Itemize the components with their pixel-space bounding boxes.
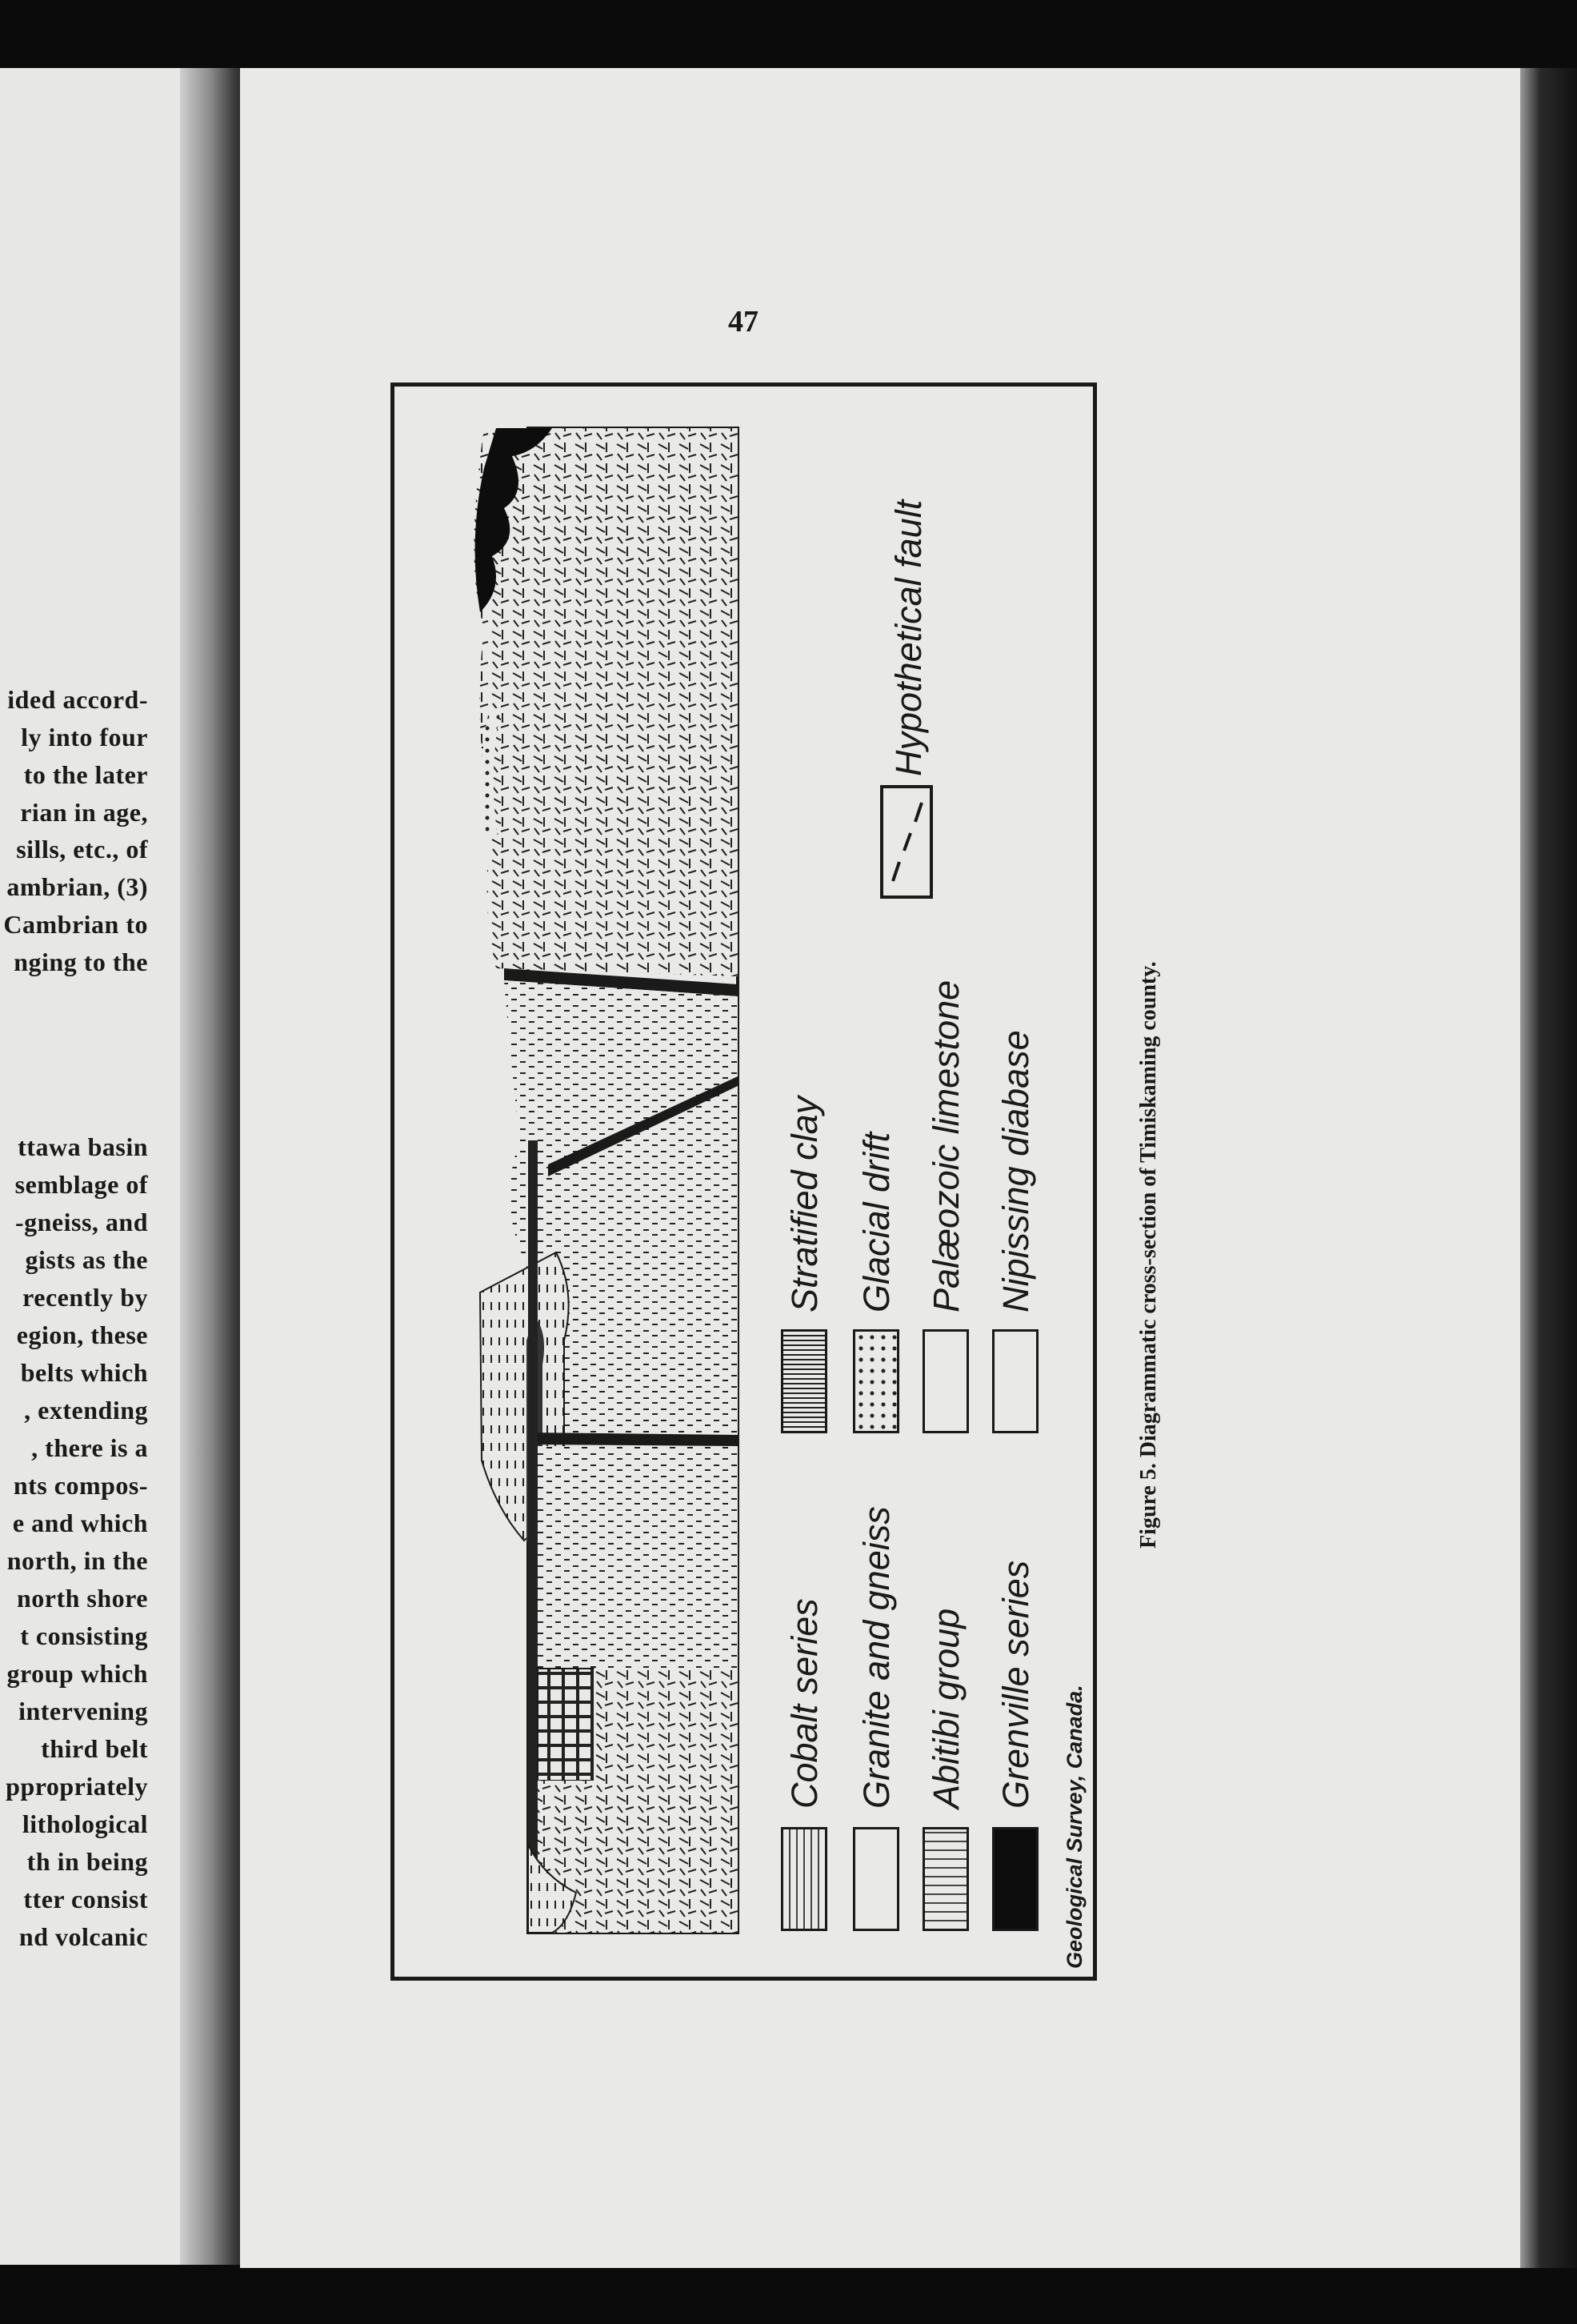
legend-swatch-grenville [992, 1827, 1039, 1931]
left-text-line: ided accord- [7, 685, 148, 714]
legend-swatch-clay [781, 1329, 827, 1433]
left-text-line: rian in age, [20, 798, 148, 827]
clay-column [528, 1140, 538, 1909]
legend-label-granite: Granite and gneiss [856, 1506, 897, 1809]
left-text-line: nging to the [14, 948, 148, 976]
cross-section-diagram [448, 420, 744, 1941]
legend-label-abitibi: Abitibi group [926, 1608, 967, 1809]
left-text-line: e and which [12, 1509, 148, 1537]
book-gutter-shadow [180, 68, 248, 2265]
left-text-line: ambrian, (3) [6, 872, 148, 901]
legend-label-drift: Glacial drift [856, 1132, 897, 1312]
legend-label-limestone: Palæozoic limestone [926, 980, 967, 1312]
legend-swatch-drift [853, 1329, 899, 1433]
left-text-line: to the later [23, 760, 148, 789]
legend-swatch-abitibi [923, 1827, 969, 1931]
left-text-line: intervening [18, 1697, 148, 1725]
left-text-line: t consisting [20, 1621, 148, 1650]
left-text-line: egion, these [16, 1320, 148, 1349]
left-text-line: , there is a [31, 1433, 148, 1462]
left-text-line: , extending [24, 1396, 148, 1424]
left-text-line: gists as the [25, 1245, 148, 1274]
diabase-band-lower [528, 1432, 738, 1446]
left-text-line: -gneiss, and [14, 1208, 148, 1236]
left-text-line: north shore [16, 1584, 148, 1613]
legend-swatch-diabase [992, 1329, 1039, 1433]
left-text-line: tter consist [23, 1885, 148, 1913]
abitibi-lower [538, 1446, 738, 1669]
limestone-block [538, 1669, 594, 1781]
left-text-line: lithological [22, 1809, 148, 1838]
left-text-line: semblage of [14, 1170, 148, 1199]
granite-zone [474, 428, 738, 976]
legend-swatch-cobalt [781, 1827, 827, 1931]
page-edge-shadow [1520, 68, 1577, 2281]
legend-label-diabase: Nipissing diabase [995, 1030, 1036, 1312]
legend-swatch-limestone [923, 1329, 969, 1433]
left-text-line: third belt [41, 1734, 148, 1763]
scan-border-top [0, 0, 1577, 76]
left-text-line: th in being [26, 1847, 148, 1876]
page-number: 47 [728, 305, 758, 339]
left-text-line: ly into four [21, 723, 148, 751]
left-text-line: north, in the [6, 1546, 148, 1575]
left-text-line: nd volcanic [18, 1922, 148, 1951]
left-text-line: ttawa basin [18, 1132, 148, 1161]
left-text-line: recently by [22, 1283, 148, 1312]
scan-border-bottom [0, 2268, 1577, 2324]
left-text-line: nts compos- [13, 1471, 148, 1500]
legend-swatch-granite [853, 1827, 899, 1931]
left-text-line: Cambrian to [3, 910, 148, 939]
legend-label-fault: Hypothetical fault [888, 499, 929, 776]
legend-swatch-fault [880, 785, 933, 899]
legend-label-grenville: Grenville series [995, 1560, 1036, 1809]
figure-credit: Geological Survey, Canada. [1063, 1685, 1087, 1969]
left-text-line: ppropriately [6, 1772, 148, 1801]
figure-caption: Figure 5. Diagrammatic cross-section of Timiskaming county. [1136, 961, 1161, 1549]
left-text-line: belts which [20, 1358, 148, 1387]
legend-label-clay: Stratified clay [784, 1096, 825, 1312]
legend-label-cobalt: Cobalt series [784, 1598, 825, 1809]
left-text-line: sills, etc., of [16, 835, 148, 863]
left-text-line: group which [6, 1659, 148, 1688]
